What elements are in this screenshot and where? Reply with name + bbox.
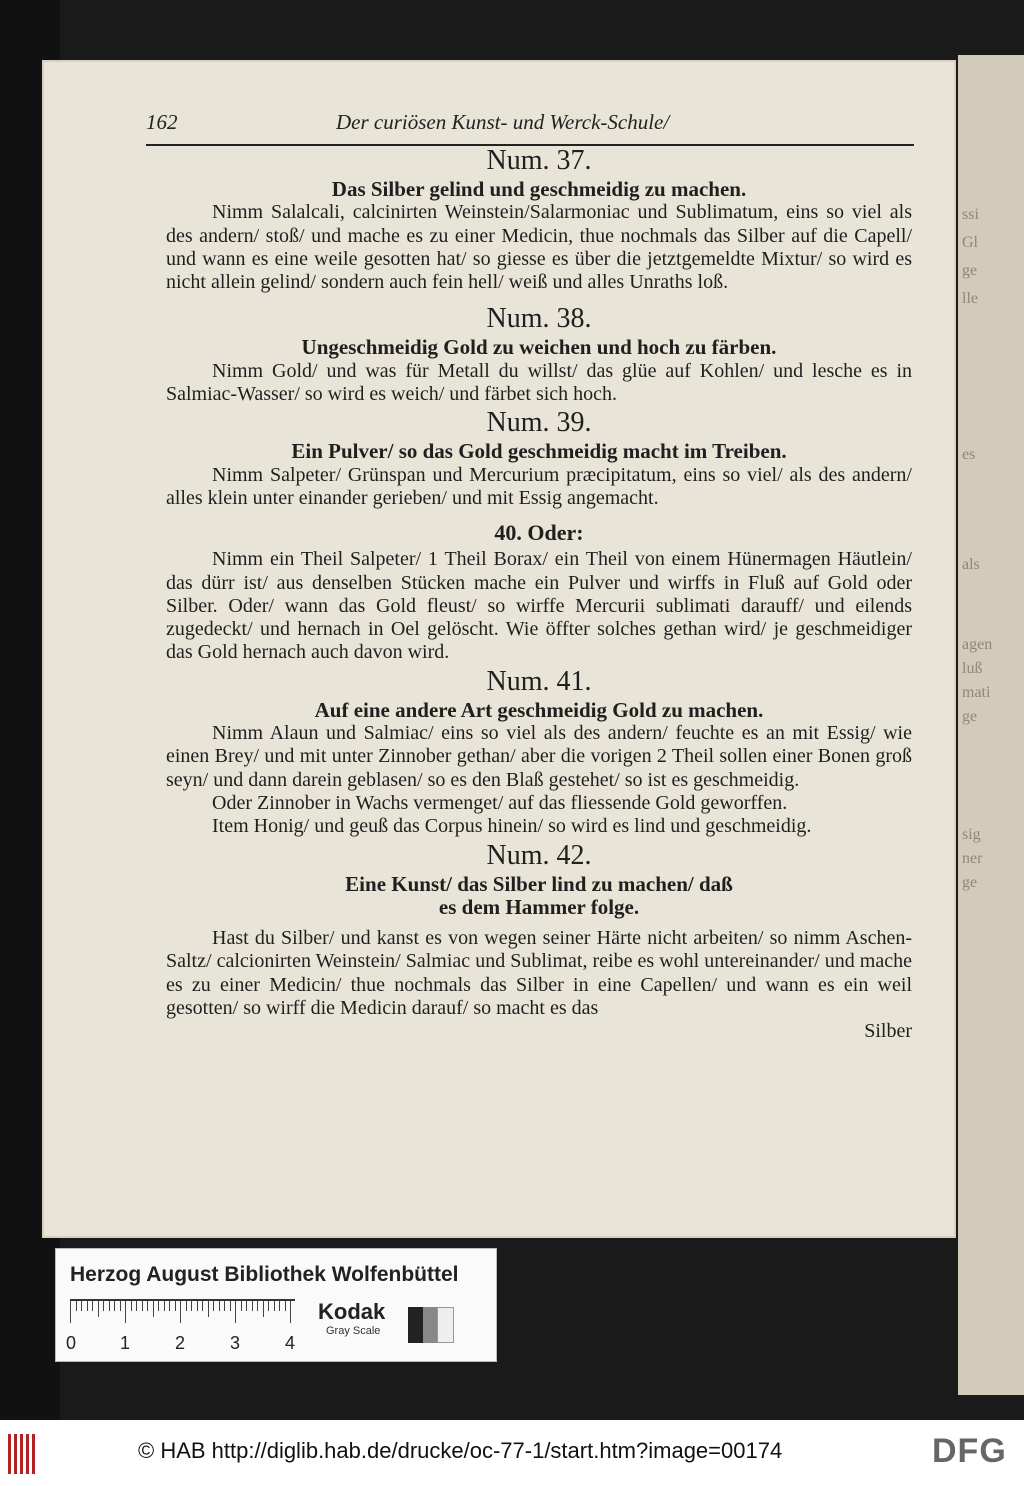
recipe-title: Das Silber gelind und geschmeidig zu machen.	[331, 177, 747, 201]
ruler-number: 0	[66, 1333, 77, 1353]
ruler-tick	[70, 1301, 71, 1323]
ruler-tick	[164, 1301, 165, 1311]
ruler-tick	[109, 1301, 110, 1311]
recipe-body: Nimm Salalcali, calcinirten Weinstein/Salarmoniac und Sublimatum, eins so viel als des andern/ stoß/ und mache es zu einer Medicin, thue nochmals das Silber auf die Capell/ und wann es eine weile gesotten hat/ so giesse es über die jetztgemeldte Mixtur/ so wird es nicht allein gelind/ sondern auch fein hell/ weiß und alles Unraths loß.	[166, 201, 912, 294]
running-title: Der curiösen Kunst- und Werck-Schule/	[336, 110, 670, 134]
ruler-tick	[252, 1301, 253, 1311]
recipe-title: Ein Pulver/ so das Gold geschmeidig macht im Treiben.	[291, 439, 787, 464]
library-color-target	[55, 1248, 497, 1362]
ruler-tick	[98, 1301, 99, 1317]
ruler-tick	[142, 1301, 143, 1311]
recipe-title: Ungeschmeidig Gold zu weichen und hoch zu färben.	[301, 335, 777, 360]
recipe-title: Auf eine andere Art geschmeidig Gold zu machen.	[314, 697, 764, 722]
page-number: 162	[146, 110, 178, 134]
adjacent-page-edge: ssi Gl ge lle es als agen luß mati ge sig ner ge	[958, 55, 1024, 1395]
recipe-number: Num. 41.	[486, 665, 592, 697]
ruler-tick	[125, 1301, 126, 1323]
ruler-tick	[263, 1301, 264, 1317]
hab-logo-icon	[8, 1434, 38, 1474]
ruler-tick	[274, 1301, 275, 1311]
ruler-tick	[290, 1301, 291, 1323]
ruler-tick	[147, 1301, 148, 1311]
ruler-number: 4	[285, 1333, 296, 1353]
ruler-number: 1	[120, 1333, 131, 1353]
recipe-number: Num. 37.	[486, 145, 592, 176]
ruler-tick	[186, 1301, 187, 1311]
gray-scale-label: Gray Scale	[326, 1325, 381, 1337]
recipe-number: Num. 38.	[486, 303, 592, 335]
recipe-body: Nimm Gold/ und was für Metall du willst/ das glüe auf Kohlen/ und lesche es in Salmiac-Wasser/ so wird es weich/ und färbet sich hoch.	[166, 359, 912, 406]
ruler-tick	[81, 1301, 82, 1311]
ruler-tick	[230, 1301, 231, 1311]
measurement-ruler	[66, 1299, 296, 1353]
ruler-tick	[153, 1301, 154, 1317]
ruler-tick	[191, 1301, 192, 1311]
ruler-tick	[197, 1301, 198, 1311]
dfg-logo: DFG	[932, 1432, 1007, 1470]
footer-bar	[0, 1420, 1024, 1486]
ruler-tick	[175, 1301, 176, 1311]
ruler-tick	[246, 1301, 247, 1311]
ruler-tick	[120, 1301, 121, 1311]
ruler-number: 2	[175, 1333, 186, 1353]
recipe-title: Eine Kunst/ das Silber lind zu machen/ daß es dem Hammer folge.	[345, 871, 733, 919]
gray-scale-patches	[408, 1307, 454, 1343]
catchword: Silber	[864, 1020, 912, 1043]
ruler-tick	[76, 1301, 77, 1311]
ruler-tick	[136, 1301, 137, 1311]
ruler-tick	[219, 1301, 220, 1311]
recipe-body: Nimm ein Theil Salpeter/ 1 Theil Borax/ ein Theil von einem Hünermagen Häutlein/ das dürr ist/ aus denselben Stücken mache ein Pulver und wirffs in Fluß auf Gold oder Silber. Oder/ wann das Gold fleust/ so wirffe Mercurii sublimati darauff/ und eilends zugedeckt/ und hernach in Oel gelöscht. Wie öffter solches gethan wird/ je geschmeidiger das Gold hernach auch davon wird.	[166, 548, 912, 664]
ruler-tick	[169, 1301, 170, 1311]
copyright-link[interactable]: © HAB http://diglib.hab.de/drucke/oc-77-1/start.htm?image=00174	[138, 1438, 783, 1463]
recipe-body: Nimm Salpeter/ Grünspan und Mercurium præcipitatum, eins so viel/ als des andern/ alles klein unter einander gerieben/ und mit Essig angemacht.	[166, 463, 912, 509]
recipe-body: Hast du Silber/ und kanst es von wegen seiner Härte nicht arbeiten/ so nimm Aschen-Saltz/ calcionirten Weinstein/ Salmiac und Sublimat, reibe es wohl untereinander/ und mache es zu einer Medicin/ thue nochmals das Silber in eine Capellen/ und wann es ein weil gesotten/ so wirff die Medicin darauf/ so macht es das	[166, 927, 912, 1020]
ruler-tick	[131, 1301, 132, 1311]
ruler-tick	[224, 1301, 225, 1311]
ruler-tick	[285, 1301, 286, 1311]
ruler-number: 3	[230, 1333, 241, 1353]
ruler-tick	[241, 1301, 242, 1311]
page-text	[166, 144, 912, 1044]
ruler-tick	[180, 1301, 181, 1323]
recipe-number: 40. Oder:	[494, 520, 584, 546]
kodak-logo: Kodak	[318, 1299, 386, 1324]
recipe-extra: Item Honig/ und geuß das Corpus hinein/ so wird es lind und geschmeidig.	[212, 815, 812, 838]
book-page	[42, 60, 956, 1238]
ruler-tick	[268, 1301, 269, 1311]
recipe-extra: Oder Zinnober in Wachs vermenget/ auf das fliessende Gold geworffen.	[212, 791, 788, 814]
ruler-tick	[103, 1301, 104, 1311]
ruler-tick	[114, 1301, 115, 1311]
ruler-tick	[235, 1301, 236, 1323]
ruler-tick	[257, 1301, 258, 1311]
ruler-tick	[202, 1301, 203, 1311]
library-name: Herzog August Bibliothek Wolfenbüttel	[70, 1263, 459, 1286]
ruler-tick	[87, 1301, 88, 1311]
ruler-tick	[213, 1301, 214, 1311]
ruler-tick	[158, 1301, 159, 1311]
ruler-tick	[92, 1301, 93, 1311]
recipe-body: Nimm Alaun und Salmiac/ eins so viel als des andern/ feuchte es an mit Essig/ wie einen Brey/ und mit unter Zinnober gethan/ aber die vorigen 2 Theil sollen einer Bonen groß seyn/ und dann darein geblasen/ so es den Blaß gestehet/ so ist es geschmeidig.	[166, 722, 912, 791]
recipe-number: Num. 39.	[486, 407, 592, 439]
recipe-number: Num. 42.	[486, 839, 592, 871]
ruler-tick	[208, 1301, 209, 1317]
ruler-tick	[279, 1301, 280, 1311]
